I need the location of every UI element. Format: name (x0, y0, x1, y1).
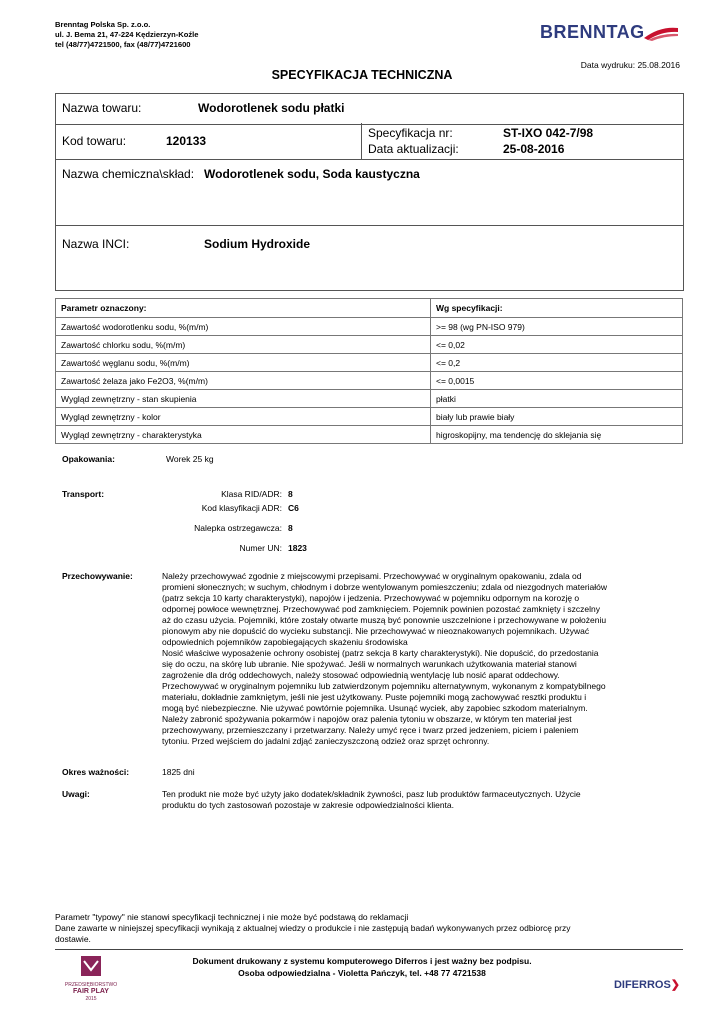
brenntag-logo (540, 22, 680, 50)
table-cell-parameter: Zawartość chlorku sodu, %(m/m) (56, 336, 431, 354)
packaging-value: Worek 25 kg (166, 454, 214, 464)
notes-line: Ten produkt nie może być użyty jako dodatek/składnik żywności, pasz lub produktów farmaceutycznych. Użycie (162, 789, 581, 799)
storage-line: zagrożenie dla dróg oddechowych, należy stosować odpowiednią wentylację lub nosić aparat oddechowy. (162, 670, 560, 680)
storage-line: Należy zabronić spożywania pokarmów i napojów oraz palenia tytoniu w obszarze, w którym ten materiał jest (162, 714, 572, 724)
logo-text: BRENNTAG (540, 22, 645, 42)
un-number-value: 1823 (288, 543, 307, 553)
table-row (56, 318, 683, 336)
table-cell-spec: higroskopijny, ma tendencję do sklejania się (431, 426, 683, 444)
update-date-value: 25-08-2016 (503, 142, 565, 156)
chemical-name-value: Wodorotlenek sodu, Soda kaustyczna (204, 167, 420, 181)
storage-line: Nosić właściwe wyposażenie ochrony osobistej (patrz sekcja 8 karty charakterystyki). Nie dopuścić, do przedostania (162, 648, 599, 658)
warning-sticker-label: Nalepka ostrzegawcza: (194, 523, 282, 533)
parameters-table (55, 298, 683, 444)
inci-name-value: Sodium Hydroxide (204, 237, 311, 251)
product-name-label: Nazwa towaru: (62, 101, 142, 115)
company-info (55, 20, 199, 50)
rid-class-value: 8 (288, 489, 293, 499)
table-cell-spec: <= 0,02 (431, 336, 683, 354)
shelf-life-label: Okres ważności: (62, 767, 130, 777)
table-header-row (56, 299, 683, 318)
table-cell-parameter: Wygląd zewnętrzny - charakterystyka (56, 426, 431, 444)
table-row (56, 354, 683, 372)
update-date-label: Data aktualizacji: (368, 142, 459, 156)
fair-play-caption: PRZEDSIĘBIORSTWO (64, 982, 118, 988)
inci-name-label: Nazwa INCI: (62, 237, 130, 251)
storage-line: przechowywany, przemieszczany i przetwarzany. Należy umyć ręce i twarz przed jedzeniem, piciem i paleniem (162, 725, 579, 735)
table-header-spec: Wg specyfikacji: (431, 299, 683, 318)
spec-number-value: ST-IXO 042-7/98 (503, 126, 594, 140)
storage-line: tytoniu. Przed wejściem do jadalni zdjąć zanieczyszczoną odzież oraz sprzęt ochronny. (162, 736, 490, 746)
footer-divider (55, 949, 683, 950)
table-cell-parameter: Zawartość wodorotlenku sodu, %(m/m) (56, 318, 431, 336)
diferros-arrow-icon: ❯ (670, 979, 680, 991)
warning-sticker-value: 8 (288, 523, 293, 533)
rid-class-label: Klasa RID/ADR: (221, 489, 282, 499)
table-row (56, 426, 683, 444)
storage-line: (patrz sekcja 10 karty charakterystyki), napojów i jedzenia. Przechowywać w pojemniku odpornym na korozję o (162, 593, 580, 603)
table-cell-parameter: Zawartość węglanu sodu, %(m/m) (56, 354, 431, 372)
diferros-text: DIFERROS (613, 979, 671, 991)
storage-line: materiału, dokładnie zamkniętym, jeśli nie jest użytkowany. Puste pojemniki mogą zachowywać resztki produktu i (162, 692, 587, 702)
table-cell-parameter: Zawartość żelaza jako Fe2O3, %(m/m) (56, 372, 431, 390)
transport-label: Transport: (62, 489, 105, 499)
product-name-value: Wodorotlenek sodu płatki (198, 101, 345, 115)
footer-note (55, 912, 685, 945)
chemical-name-label: Nazwa chemiczna\skład: (62, 167, 195, 181)
storage-label: Przechowywanie: (62, 571, 133, 581)
storage-line: Przechowywać w oryginalnym pojemniku lub zatwierdzonym pojemniku alternatywnym, wykonanym z kompatybilnego (162, 681, 606, 691)
storage-line: mogą być niebezpieczne. Nie używać powtórnie pojemnika. Usunąć wyciek, aby zapobiec szkodom materialnym. (162, 703, 588, 713)
table-header-parameter: Parametr oznaczony: (56, 299, 431, 318)
chemical-name-box (55, 159, 684, 226)
table-row (56, 372, 683, 390)
storage-line: Należy przechowywać zgodnie z miejscowymi przepisami. Przechowywać w oryginalnym opakowaniu, zdala od (162, 571, 582, 581)
adr-code-label: Kod klasyfikacji ADR: (201, 503, 282, 513)
diferros-logo (614, 978, 680, 991)
company-name: Brenntag Polska Sp. z.o.o. (55, 20, 151, 29)
storage-line: aż do czasu użycia. Pojemniki, które zostały otwarte muszą być ponownie uszczelnione i przechowywane w położeniu (162, 615, 607, 625)
inci-name-box (55, 225, 684, 291)
storage-line: promieni słonecznych; w suchym, chłodnym i dobrze wentylowanym pomieszczeniu; zdala od niezgodnych materiałów (162, 582, 608, 592)
packaging-label: Opakowania: (62, 454, 115, 464)
storage-line: odpowiednich pojemników zapobiegających skażeniu środowiska (162, 637, 408, 647)
table-cell-spec: biały lub prawie biały (431, 408, 683, 426)
code-divider (361, 123, 362, 159)
product-name-box (55, 93, 684, 125)
table-cell-spec: <= 0,2 (431, 354, 683, 372)
table-row (56, 390, 683, 408)
footer-note-line: Dane zawarte w niniejszej specyfikacji wynikają z aktualnej wiedzy o produkcie i nie zastępują badań wykonywanych przez odbiorcę przy (55, 923, 571, 933)
table-row (56, 336, 683, 354)
product-code-value: 120133 (166, 134, 207, 148)
fair-play-year: 2015 (85, 996, 97, 1002)
notes-text (162, 789, 687, 811)
table-cell-spec: >= 98 (wg PN-ISO 979) (431, 318, 683, 336)
product-code-box (55, 123, 684, 160)
footer-contact-line: Osoba odpowiedzialna - Violetta Pańczyk, tel. +48 77 4721538 (238, 967, 486, 978)
spec-number-label: Specyfikacja nr: (368, 126, 453, 140)
notes-label: Uwagi: (62, 789, 90, 799)
storage-line: się do oczu, na skórę lub ubranie. Nie spożywać. Jeśli w normalnych warunkach użytkowania materiał stanowi (162, 659, 577, 669)
company-phone: tel (48/77)4721500, fax (48/77)4721600 (55, 40, 191, 49)
storage-line: pionowym aby nie dopuścić do wycieku substancji. Nie przechowywać w nieoznakowanych pojemnikach. Używać (162, 626, 590, 636)
fair-play-logo (62, 955, 120, 1005)
adr-code-value: C6 (288, 503, 299, 513)
product-code-label: Kod towaru: (62, 134, 127, 148)
storage-text (162, 571, 687, 747)
storage-line: odpornej powłoce wewnętrznej. Przechowywać pod zamknięciem. Pojemnik powinien pozostać zamknięty i szczelny (162, 604, 600, 614)
table-cell-parameter: Wygląd zewnętrzny - stan skupienia (56, 390, 431, 408)
table-cell-spec: <= 0,0015 (431, 372, 683, 390)
footer-note-line: dostawie. (55, 934, 91, 944)
page-title: SPECYFIKACJA TECHNICZNA (271, 68, 453, 82)
un-number-label: Numer UN: (239, 543, 282, 553)
table-row (56, 408, 683, 426)
table-cell-spec: płatki (431, 390, 683, 408)
shelf-life-value: 1825 dni (162, 767, 195, 777)
table-cell-parameter: Wygląd zewnętrzny - kolor (56, 408, 431, 426)
logo-swoosh-icon (642, 24, 680, 42)
fair-play-title: FAIR PLAY (73, 988, 109, 995)
footer-note-line: Parametr "typowy" nie stanowi specyfikacji technicznej i nie może być podstawą do reklamacji (55, 912, 409, 922)
print-date: Data wydruku: 25.08.2016 (580, 60, 680, 70)
footer-validity-line: Dokument drukowany z systemu komputerowego Diferros i jest ważny bez podpisu. (192, 956, 532, 966)
company-address: ul. J. Bema 21, 47-224 Kędzierzyn-Koźle (55, 30, 199, 39)
notes-line: produktu do tych zastosowań pozostaje w zakresie odpowiedzialności klienta. (162, 800, 454, 810)
fair-play-icon (80, 955, 102, 977)
